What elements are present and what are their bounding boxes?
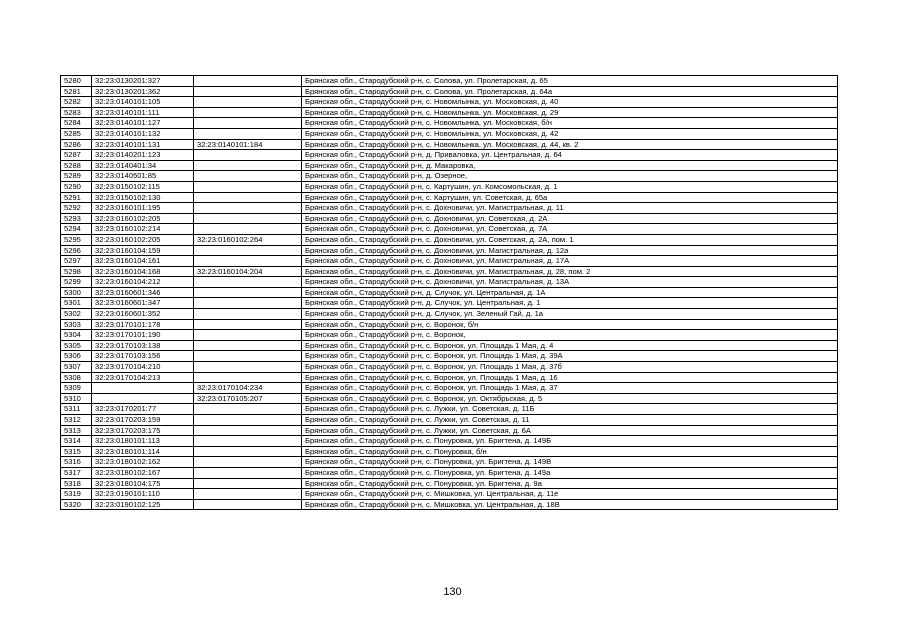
cadastral-number-cell: 32:23:0160102:205: [92, 213, 194, 224]
record-number-cell: 5303: [61, 319, 92, 330]
table-row: [61, 415, 838, 426]
record-number-cell: 5301: [61, 298, 92, 309]
related-cadastral-number-cell: [194, 107, 302, 118]
table-row: [61, 150, 838, 161]
table-row: [61, 160, 838, 171]
cadastral-number-cell: 32:23:0160104:161: [92, 256, 194, 267]
table-row: [61, 309, 838, 320]
related-cadastral-number-cell: 32:23:0170105:207: [194, 393, 302, 404]
address-cell: Брянская обл., Стародубский р-н, с. Дохновичи, ул. Магистральная, д. 28, пом. 2: [302, 266, 838, 277]
record-number-cell: 5311: [61, 404, 92, 415]
record-number-cell: 5298: [61, 266, 92, 277]
cadastral-number-cell: 32:23:0160601:346: [92, 287, 194, 298]
address-cell: Брянская обл., Стародубский р-н, д. Случок, ул. Центральная, д. 1А: [302, 287, 838, 298]
related-cadastral-number-cell: [194, 118, 302, 129]
table-row: [61, 372, 838, 383]
record-number-cell: 5317: [61, 467, 92, 478]
address-cell: Брянская обл., Стародубский р-н, д. Приваловка, ул. Центральная, д. 64: [302, 150, 838, 161]
address-cell: Брянская обл., Стародубский р-н, с. Дохновичи, ул. Советская, д. 2А, пом. 1: [302, 234, 838, 245]
table-row: [61, 457, 838, 468]
record-number-cell: 5319: [61, 489, 92, 500]
cadastral-number-cell: 32:23:0170103:156: [92, 351, 194, 362]
address-cell: Брянская обл., Стародубский р-н, с. Солова, ул. Пролетарская, д. 65: [302, 76, 838, 87]
address-cell: Брянская обл., Стародубский р-н, с. Новомлынка, ул. Московская, д. 44, кв. 2: [302, 139, 838, 150]
address-cell: Брянская обл., Стародубский р-н, с. Картушин, ул. Комсомольская, д. 1: [302, 181, 838, 192]
cadastral-number-cell: 32:23:0140101:127: [92, 118, 194, 129]
cadastral-number-cell: 32:23:0180104:175: [92, 478, 194, 489]
address-cell: Брянская обл., Стародубский р-н, с. Понуровка, ул. Бригтена, д. 149а: [302, 467, 838, 478]
address-cell: Брянская обл., Стародубский р-н, с. Понуровка, ул. Бригтена, д. 149Б: [302, 436, 838, 447]
table-row: [61, 234, 838, 245]
related-cadastral-number-cell: [194, 76, 302, 87]
related-cadastral-number-cell: [194, 319, 302, 330]
record-number-cell: 5309: [61, 383, 92, 394]
cadastral-number-cell: 32:23:0140101:131: [92, 139, 194, 150]
record-number-cell: 5288: [61, 160, 92, 171]
address-cell: Брянская обл., Стародубский р-н, с. Понуровка, ул. Бригтена, д. 9а: [302, 478, 838, 489]
cadastral-number-cell: 32:23:0180101:114: [92, 446, 194, 457]
record-number-cell: 5281: [61, 86, 92, 97]
cadastral-number-cell: 32:23:0180102:167: [92, 467, 194, 478]
related-cadastral-number-cell: [194, 478, 302, 489]
related-cadastral-number-cell: [194, 499, 302, 510]
related-cadastral-number-cell: [194, 415, 302, 426]
related-cadastral-number-cell: [194, 203, 302, 214]
related-cadastral-number-cell: [194, 97, 302, 108]
related-cadastral-number-cell: 32:23:0160104:204: [194, 266, 302, 277]
table-row: [61, 118, 838, 129]
table-row: [61, 86, 838, 97]
address-cell: Брянская обл., Стародубский р-н, с. Дохновичи, ул. Магистральная, д. 11: [302, 203, 838, 214]
table-row: [61, 224, 838, 235]
related-cadastral-number-cell: [194, 86, 302, 97]
related-cadastral-number-cell: [194, 489, 302, 500]
table-row: [61, 446, 838, 457]
record-number-cell: 5310: [61, 393, 92, 404]
cadastral-number-cell: 32:23:0140101:105: [92, 97, 194, 108]
cadastral-number-cell: 32:23:0130201:327: [92, 76, 194, 87]
table-row: [61, 393, 838, 404]
related-cadastral-number-cell: [194, 213, 302, 224]
related-cadastral-number-cell: [194, 404, 302, 415]
table-row: [61, 213, 838, 224]
cadastral-number-cell: 32:23:0170104:213: [92, 372, 194, 383]
record-number-cell: 5294: [61, 224, 92, 235]
address-cell: Брянская обл., Стародубский р-н, с. Воронок, ул. Площадь 1 Мая, д. 37б: [302, 362, 838, 373]
records-table-body: [61, 76, 838, 510]
record-number-cell: 5286: [61, 139, 92, 150]
page-number: 130: [443, 586, 462, 598]
related-cadastral-number-cell: [194, 171, 302, 182]
address-cell: Брянская обл., Стародубский р-н, с. Воронок, ул. Площадь 1 Мая, д. 4: [302, 340, 838, 351]
record-number-cell: 5285: [61, 128, 92, 139]
address-cell: Брянская обл., Стародубский р-н, д. Озерное,: [302, 171, 838, 182]
cadastral-number-cell: 32:23:0170101:178: [92, 319, 194, 330]
related-cadastral-number-cell: [194, 245, 302, 256]
record-number-cell: 5283: [61, 107, 92, 118]
cadastral-number-cell: 32:23:0150102:115: [92, 181, 194, 192]
related-cadastral-number-cell: [194, 298, 302, 309]
related-cadastral-number-cell: [194, 309, 302, 320]
table-row: [61, 181, 838, 192]
cadastral-number-cell: 32:23:0140501:85: [92, 171, 194, 182]
address-cell: Брянская обл., Стародубский р-н, д. Случок, ул. Зеленый Гай, д. 1а: [302, 309, 838, 320]
cadastral-number-cell: 32:23:0160102:205: [92, 234, 194, 245]
related-cadastral-number-cell: [194, 340, 302, 351]
record-number-cell: 5297: [61, 256, 92, 267]
cadastral-number-cell: 32:23:0160104:168: [92, 266, 194, 277]
address-cell: Брянская обл., Стародубский р-н, с. Новомлынка, ул. Московская, д. 42: [302, 128, 838, 139]
table-row: [61, 362, 838, 373]
related-cadastral-number-cell: [194, 330, 302, 341]
related-cadastral-number-cell: [194, 287, 302, 298]
related-cadastral-number-cell: [194, 128, 302, 139]
table-row: [61, 436, 838, 447]
table-row: [61, 97, 838, 108]
cadastral-number-cell: 32:23:0140401:34: [92, 160, 194, 171]
record-number-cell: 5280: [61, 76, 92, 87]
cadastral-number-cell: 32:23:0160601:352: [92, 309, 194, 320]
cadastral-number-cell: 32:23:0140201:123: [92, 150, 194, 161]
related-cadastral-number-cell: [194, 160, 302, 171]
table-row: [61, 478, 838, 489]
cadastral-number-cell: 32:23:0170203:159: [92, 415, 194, 426]
address-cell: Брянская обл., Стародубский р-н, с. Мишковка, ул. Центральная, д. 18В: [302, 499, 838, 510]
related-cadastral-number-cell: [194, 467, 302, 478]
address-cell: Брянская обл., Стародубский р-н, с. Воронок, ул. Площадь 1 Мая, д. 37: [302, 383, 838, 394]
cadastral-number-cell: [92, 383, 194, 394]
table-row: [61, 128, 838, 139]
cadastral-number-cell: 32:23:0180101:113: [92, 436, 194, 447]
record-number-cell: 5290: [61, 181, 92, 192]
table-row: [61, 298, 838, 309]
related-cadastral-number-cell: [194, 425, 302, 436]
record-number-cell: 5295: [61, 234, 92, 245]
cadastral-number-cell: 32:23:0170103:138: [92, 340, 194, 351]
address-cell: Брянская обл., Стародубский р-н, с. Воронок, ул. Площадь 1 Мая, д. 39А: [302, 351, 838, 362]
address-cell: Брянская обл., Стародубский р-н, с. Воронок, б/н: [302, 319, 838, 330]
address-cell: Брянская обл., Стародубский р-н, с. Новомлынка, ул. Московская, б/н: [302, 118, 838, 129]
cadastral-number-cell: 32:23:0160102:214: [92, 224, 194, 235]
cadastral-number-cell: 32:23:0160104:159: [92, 245, 194, 256]
table-row: [61, 351, 838, 362]
record-number-cell: 5307: [61, 362, 92, 373]
record-number-cell: 5312: [61, 415, 92, 426]
table-row: [61, 287, 838, 298]
related-cadastral-number-cell: [194, 181, 302, 192]
related-cadastral-number-cell: 32:23:0170104:234: [194, 383, 302, 394]
related-cadastral-number-cell: [194, 362, 302, 373]
record-number-cell: 5284: [61, 118, 92, 129]
table-row: [61, 425, 838, 436]
record-number-cell: 5291: [61, 192, 92, 203]
related-cadastral-number-cell: [194, 256, 302, 267]
cadastral-number-cell: 32:23:0170101:190: [92, 330, 194, 341]
cadastral-number-cell: 32:23:0140101:111: [92, 107, 194, 118]
cadastral-number-cell: [92, 393, 194, 404]
record-number-cell: 5305: [61, 340, 92, 351]
cadastral-number-cell: 32:23:0190102:125: [92, 499, 194, 510]
table-row: [61, 203, 838, 214]
address-cell: Брянская обл., Стародубский р-н, с. Дохновичи, ул. Магистральная, д. 17А: [302, 256, 838, 267]
record-number-cell: 5320: [61, 499, 92, 510]
cadastral-number-cell: 32:23:0130201:362: [92, 86, 194, 97]
cadastral-number-cell: 32:23:0170203:175: [92, 425, 194, 436]
table-row: [61, 192, 838, 203]
related-cadastral-number-cell: 32:23:0140101:184: [194, 139, 302, 150]
cadastral-number-cell: 32:23:0170201:77: [92, 404, 194, 415]
address-cell: Брянская обл., Стародубский р-н, с. Новомлынка, ул. Московская, д. 40: [302, 97, 838, 108]
related-cadastral-number-cell: [194, 351, 302, 362]
record-number-cell: 5292: [61, 203, 92, 214]
cadastral-number-cell: 32:23:0160101:195: [92, 203, 194, 214]
table-row: [61, 340, 838, 351]
table-row: [61, 256, 838, 267]
address-cell: Брянская обл., Стародубский р-н, с. Картушин, ул. Советская, д. 65а: [302, 192, 838, 203]
address-cell: Брянская обл., Стародубский р-н, с. Понуровка, б/н: [302, 446, 838, 457]
address-cell: Брянская обл., Стародубский р-н, с. Лужки, ул. Советская, д. 11: [302, 415, 838, 426]
cadastral-number-cell: 32:23:0180102:162: [92, 457, 194, 468]
record-number-cell: 5289: [61, 171, 92, 182]
table-row: [61, 489, 838, 500]
cadastral-number-cell: 32:23:0160601:347: [92, 298, 194, 309]
address-cell: Брянская обл., Стародубский р-н, с. Дохновичи, ул. Советская, д. 2А: [302, 213, 838, 224]
record-number-cell: 5316: [61, 457, 92, 468]
address-cell: Брянская обл., Стародубский р-н, с. Дохновичи, ул. Магистральная, д. 13А: [302, 277, 838, 288]
related-cadastral-number-cell: [194, 436, 302, 447]
record-number-cell: 5296: [61, 245, 92, 256]
address-cell: Брянская обл., Стародубский р-н, с. Лужки, ул. Советская, д. 11Б: [302, 404, 838, 415]
table-row: [61, 330, 838, 341]
record-number-cell: 5302: [61, 309, 92, 320]
related-cadastral-number-cell: [194, 150, 302, 161]
address-cell: Брянская обл., Стародубский р-н, д. Случок, ул. Центральная, д. 1: [302, 298, 838, 309]
table-row: [61, 171, 838, 182]
address-cell: Брянская обл., Стародубский р-н, с. Дохновичи, ул. Магистральная, д. 12а: [302, 245, 838, 256]
record-number-cell: 5299: [61, 277, 92, 288]
address-cell: Брянская обл., Стародубский р-н, с. Воронок,: [302, 330, 838, 341]
related-cadastral-number-cell: [194, 457, 302, 468]
record-number-cell: 5304: [61, 330, 92, 341]
table-row: [61, 245, 838, 256]
address-cell: Брянская обл., Стародубский р-н, с. Воронок, ул. Октябрьская, д. 5: [302, 393, 838, 404]
record-number-cell: 5306: [61, 351, 92, 362]
address-cell: Брянская обл., Стародубский р-н, с. Новомлынка, ул. Московская, д. 29: [302, 107, 838, 118]
related-cadastral-number-cell: [194, 192, 302, 203]
cadastral-number-cell: 32:23:0160104:212: [92, 277, 194, 288]
address-cell: Брянская обл., Стародубский р-н, с. Мишковка, ул. Центральная, д. 11е: [302, 489, 838, 500]
record-number-cell: 5314: [61, 436, 92, 447]
cadastral-number-cell: 32:23:0190101:110: [92, 489, 194, 500]
address-cell: Брянская обл., Стародубский р-н, с. Понуровка, ул. Бригтена, д. 149В: [302, 457, 838, 468]
table-row: [61, 404, 838, 415]
table-row: [61, 499, 838, 510]
related-cadastral-number-cell: [194, 224, 302, 235]
record-number-cell: 5315: [61, 446, 92, 457]
record-number-cell: 5313: [61, 425, 92, 436]
table-row: [61, 467, 838, 478]
related-cadastral-number-cell: [194, 277, 302, 288]
related-cadastral-number-cell: [194, 372, 302, 383]
record-number-cell: 5287: [61, 150, 92, 161]
record-number-cell: 5282: [61, 97, 92, 108]
table-row: [61, 277, 838, 288]
table-row: [61, 266, 838, 277]
address-cell: Брянская обл., Стародубский р-н, с. Лужки, ул. Советская, д. 6А: [302, 425, 838, 436]
records-table: [60, 75, 838, 510]
table-row: [61, 319, 838, 330]
cadastral-number-cell: 32:23:0150102:130: [92, 192, 194, 203]
record-number-cell: 5318: [61, 478, 92, 489]
address-cell: Брянская обл., Стародубский р-н, с. Солова, ул. Пролетарская, д. 64а: [302, 86, 838, 97]
table-row: [61, 383, 838, 394]
related-cadastral-number-cell: 32:23:0160102:264: [194, 234, 302, 245]
table-row: [61, 139, 838, 150]
record-number-cell: 5293: [61, 213, 92, 224]
related-cadastral-number-cell: [194, 446, 302, 457]
address-cell: Брянская обл., Стародубский р-н, с. Воронок, ул. Площадь 1 Мая, д. 16: [302, 372, 838, 383]
table-row: [61, 76, 838, 87]
record-number-cell: 5308: [61, 372, 92, 383]
address-cell: Брянская обл., Стародубский р-н, д. Макаровка,: [302, 160, 838, 171]
address-cell: Брянская обл., Стародубский р-н, с. Дохновичи, ул. Советская, д. 7А: [302, 224, 838, 235]
record-number-cell: 5300: [61, 287, 92, 298]
table-row: [61, 107, 838, 118]
cadastral-number-cell: 32:23:0140101:132: [92, 128, 194, 139]
cadastral-number-cell: 32:23:0170104:210: [92, 362, 194, 373]
